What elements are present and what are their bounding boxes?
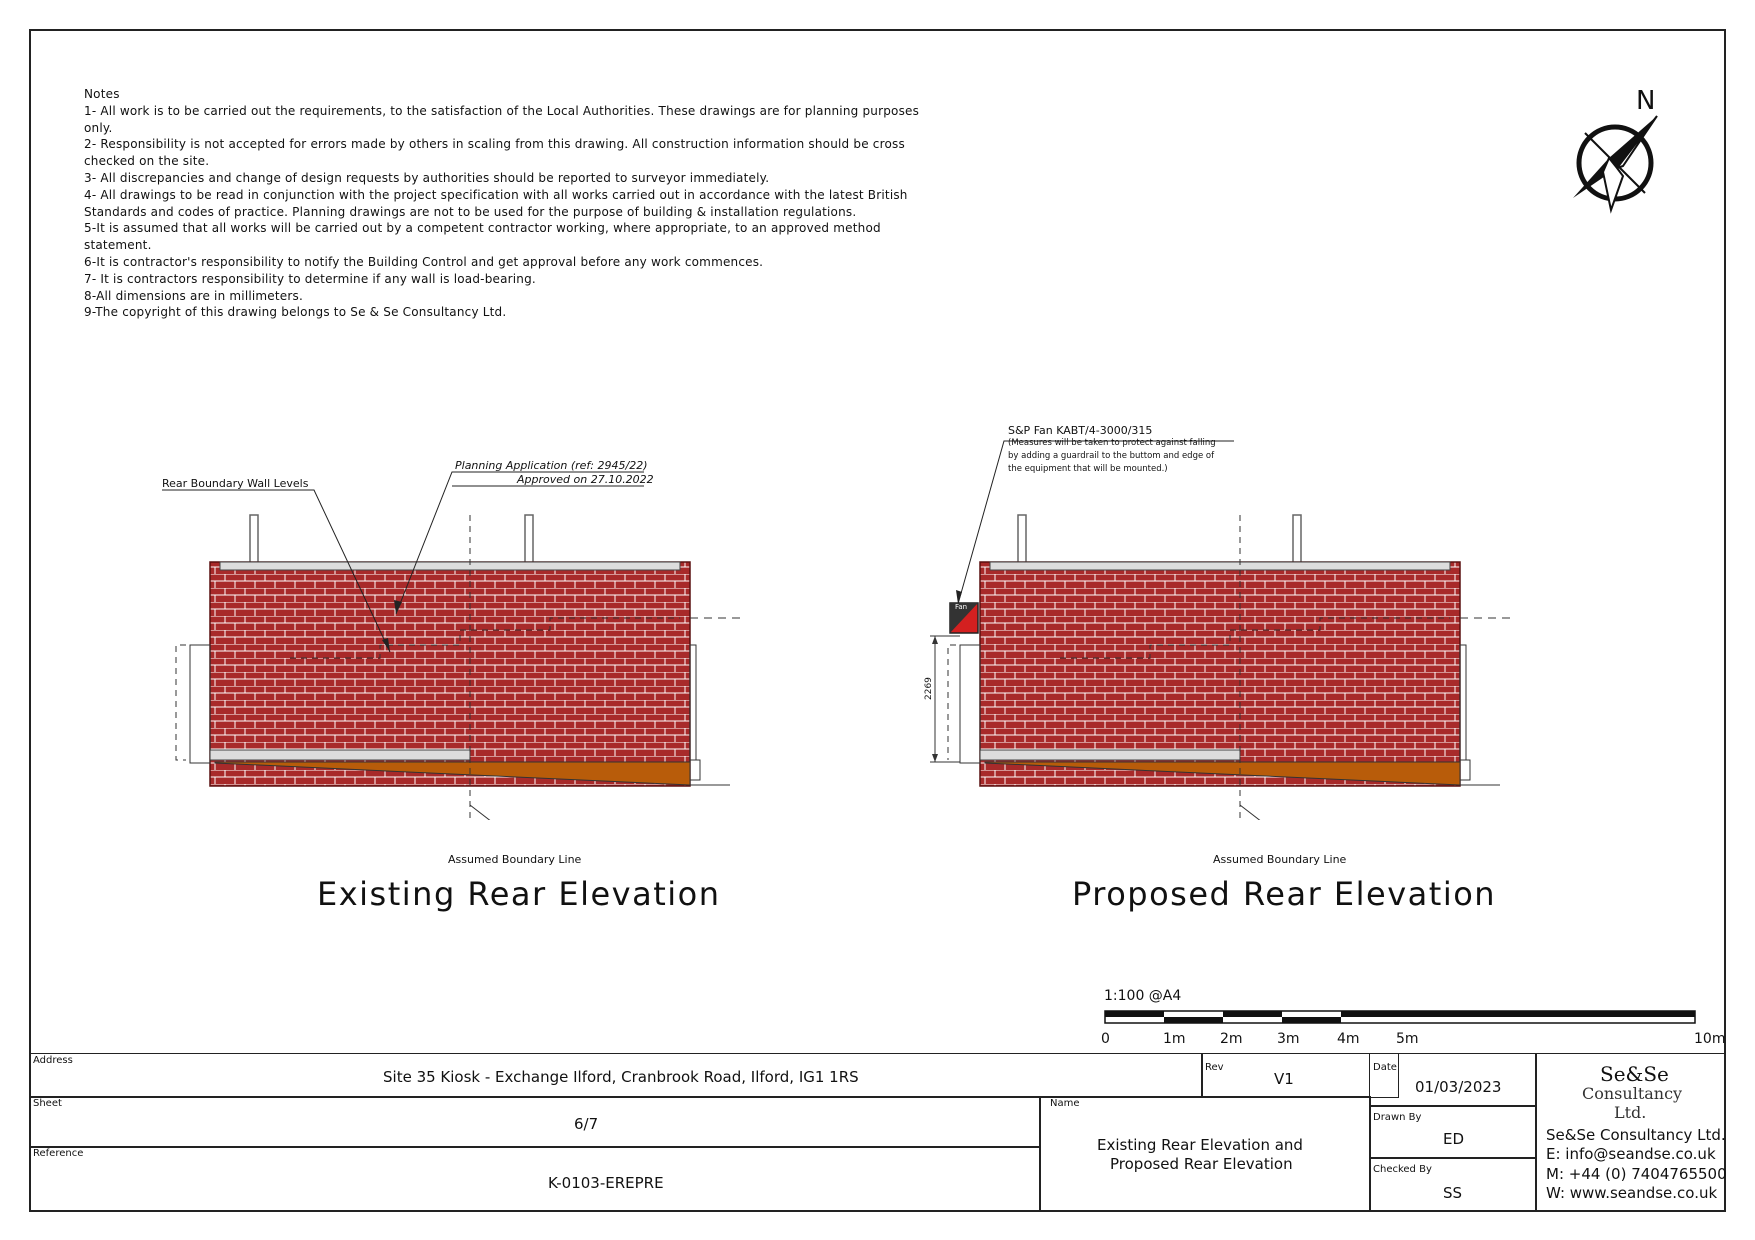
fan-note-line: the equipment that will be mounted.) — [1008, 464, 1168, 474]
scale-label: 3m — [1277, 1031, 1300, 1047]
rev-value: V1 — [1274, 1070, 1294, 1088]
scale-label: 1m — [1163, 1031, 1186, 1047]
boundary-line-label: Assumed Boundary Line — [448, 853, 582, 866]
date-cell — [1369, 1053, 1537, 1107]
planning-ref-label: Planning Application (ref: 2945/22) — [455, 459, 648, 472]
checked-value: SS — [1443, 1184, 1463, 1202]
name-cell — [1039, 1096, 1371, 1212]
company-web: W: www.seandse.co.uk — [1546, 1184, 1718, 1202]
name-caption: Name — [1050, 1098, 1080, 1109]
note-line: 5-It is assumed that all works will be carried out by a competent contractor working, where appropriate, to an approved method — [84, 221, 881, 236]
scale-title: 1:100 @A4 — [1104, 988, 1182, 1004]
existing-title: Existing Rear Elevation — [317, 875, 721, 913]
address-cell — [29, 1053, 1203, 1098]
company-mobile: M: +44 (0) 7404765500 — [1546, 1165, 1727, 1183]
proposed-elevation — [930, 420, 1550, 920]
fan-note-line: by adding a guardrail to the buttom and edge of — [1008, 451, 1215, 461]
checked-caption: Checked By — [1373, 1164, 1432, 1175]
note-line: Standards and codes of practice. Planning drawings are not to be used for the purpose of building & installation regulations. — [84, 204, 857, 219]
scale-label: 10m — [1694, 1031, 1726, 1047]
note-line: only. — [84, 120, 113, 135]
sheet-caption: Sheet — [33, 1098, 62, 1109]
note-line: 3- All discrepancies and change of design requests by authorities should be reported to surveyor immediately. — [84, 170, 770, 185]
north-label: N — [1636, 86, 1656, 116]
note-line: 1- All work is to be carried out the requirements, to the satisfaction of the Local Authorities. These drawings are for planning purposes — [84, 103, 920, 118]
fan-box-label: Fan — [955, 603, 968, 611]
date-value: 01/03/2023 — [1415, 1078, 1502, 1096]
title-block — [29, 1053, 1726, 1212]
address-caption: Address — [33, 1055, 73, 1066]
fan-note-line: (Measures will be taken to protect against falling — [1008, 438, 1216, 448]
scale-label: 5m — [1396, 1031, 1419, 1047]
name-line: Existing Rear Elevation and — [1097, 1136, 1303, 1154]
proposed-elevation-drawing — [930, 420, 1550, 820]
address-value: Site 35 Kiosk - Exchange Ilford, Cranbrook Road, Ilford, IG1 1RS — [383, 1068, 859, 1086]
company-logo-line3: Ltd. — [1614, 1103, 1647, 1122]
scale-label: 4m — [1337, 1031, 1360, 1047]
scale-bar — [1100, 1008, 1700, 1028]
note-line: 6-It is contractor's responsibility to notify the Building Control and get approval before any work commences. — [84, 254, 764, 269]
note-line: 9-The copyright of this drawing belongs to Se & Se Consultancy Ltd. — [84, 305, 507, 320]
boundary-wall-label: Rear Boundary Wall Levels — [162, 477, 309, 490]
planning-approved-label: Approved on 27.10.2022 — [517, 473, 654, 486]
company-logo-line1: Se&Se — [1600, 1062, 1669, 1086]
proposed-title: Proposed Rear Elevation — [1072, 875, 1497, 913]
sheet-value: 6/7 — [574, 1115, 599, 1133]
note-line: checked on the site. — [84, 154, 210, 169]
note-line: statement. — [84, 238, 152, 253]
sheet-cell — [29, 1096, 1041, 1148]
company-cell — [1535, 1053, 1726, 1212]
drawn-value: ED — [1443, 1130, 1465, 1148]
name-line: Proposed Rear Elevation — [1110, 1155, 1293, 1173]
drawn-caption: Drawn By — [1373, 1112, 1422, 1123]
scale-label: 0 — [1101, 1031, 1110, 1047]
company-email: E: info@seandse.co.uk — [1546, 1145, 1716, 1163]
date-caption: Date — [1373, 1062, 1397, 1073]
reference-cell — [29, 1146, 1041, 1212]
note-line: 8-All dimensions are in millimeters. — [84, 288, 303, 303]
note-line: 2- Responsibility is not accepted for errors made by others in scaling from this drawing. All construction information should be cross — [84, 137, 905, 152]
drawn-cell — [1369, 1105, 1537, 1159]
reference-value: K-0103-EREPRE — [548, 1174, 664, 1192]
scale-label: 2m — [1220, 1031, 1243, 1047]
note-line: 4- All drawings to be read in conjunction with the project specification with all works carried out in accordance with the latest British — [84, 187, 908, 202]
note-line: 7- It is contractors responsibility to determine if any wall is load-bearing. — [84, 271, 536, 286]
company-logo-line2: Consultancy — [1582, 1084, 1683, 1103]
checked-cell — [1369, 1157, 1537, 1212]
company-name: Se&Se Consultancy Ltd. — [1546, 1126, 1726, 1144]
fan-spec-label: S&P Fan KABT/4-3000/315 — [1008, 424, 1153, 437]
boundary-line-label: Assumed Boundary Line — [1213, 853, 1347, 866]
notes-heading: Notes — [84, 87, 120, 101]
rev-caption: Rev — [1205, 1062, 1224, 1073]
reference-caption: Reference — [33, 1148, 84, 1159]
dimension-label: 2269 — [924, 677, 934, 700]
